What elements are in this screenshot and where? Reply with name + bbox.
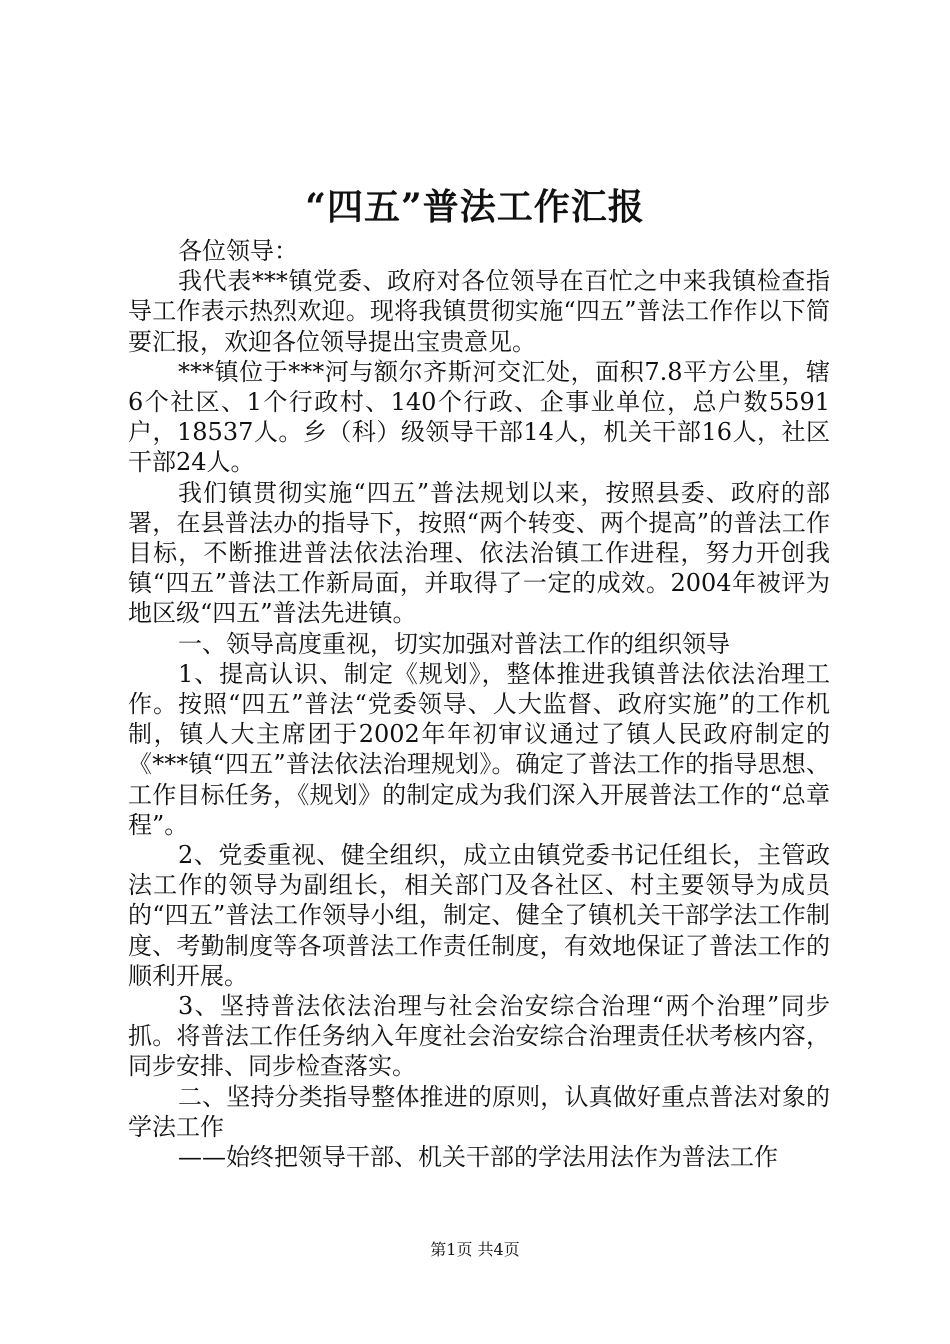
paragraph: 我们镇贯彻实施“四五”普法规划以来，按照县委、政府的部署，在县普法办的指导下，按照“两个转变、两个提高”的普法工作目标，不断推进普法依法治理、依法治镇工作进程，努力开创我镇“四五”普法工作新局面，并取得了一定的成效。2004年被评为地区级“四五”普法先进镇。	[128, 478, 830, 628]
paragraph: 我代表***镇党委、政府对各位领导在百忙之中来我镇检查指导工作表示热烈欢迎。现将我镇贯彻实施“四五”普法工作作以下简要汇报，欢迎各位领导提出宝贵意见。	[128, 267, 830, 356]
paragraph: 1、提高认识、制定《规划》，整体推进我镇普法依法治理工作。按照“四五”普法“党委领导、人大监督、政府实施”的工作机制，镇人大主席团于2002年年初审议通过了镇人民政府制定的《***镇“四五”普法依法治理规划》。确定了普法工作的指导思想、工作目标任务，《规划》的制定成为我们深入开展普法工作的“总章程”。	[128, 659, 830, 839]
document-title: “四五”普法工作汇报	[305, 186, 645, 228]
salutation: 各位领导：	[178, 237, 298, 265]
paragraph: ***镇位于***河与额尔齐斯河交汇处，面积7.8平方公里，辖6个社区、1个行政村、140个行政、企事业单位，总户数5591户，18537人。乡（科）级领导干部14人，机关干部16人，社区干部24人。	[128, 357, 830, 477]
page-number-footer: 第1页 共4页	[430, 1240, 520, 1259]
section-heading: 二、坚持分类指导整体推进的原则，认真做好重点普法对象的学法工作	[128, 1082, 830, 1141]
section-heading: 一、领导高度重视，切实加强对普法工作的组织领导	[178, 629, 730, 658]
paragraph: 2、党委重视、健全组织，成立由镇党委书记任组长，主管政法工作的领导为副组长，相关部门及各社区、村主要领导为成员的“四五”普法工作领导小组，制定、健全了镇机关干部学法工作制度、考勤制度等各项普法工作责任制度，有效地保证了普法工作的顺利开展。	[128, 841, 830, 990]
paragraph: ——始终把领导干部、机关干部的学法用法作为普法工作	[178, 1143, 778, 1172]
document-body	[128, 236, 830, 1172]
paragraph: 3、坚持普法依法治理与社会治安综合治理“两个治理”同步抓。将普法工作任务纳入年度社会治安综合治理责任状考核内容，同步安排、同步检查落实。	[128, 992, 830, 1081]
